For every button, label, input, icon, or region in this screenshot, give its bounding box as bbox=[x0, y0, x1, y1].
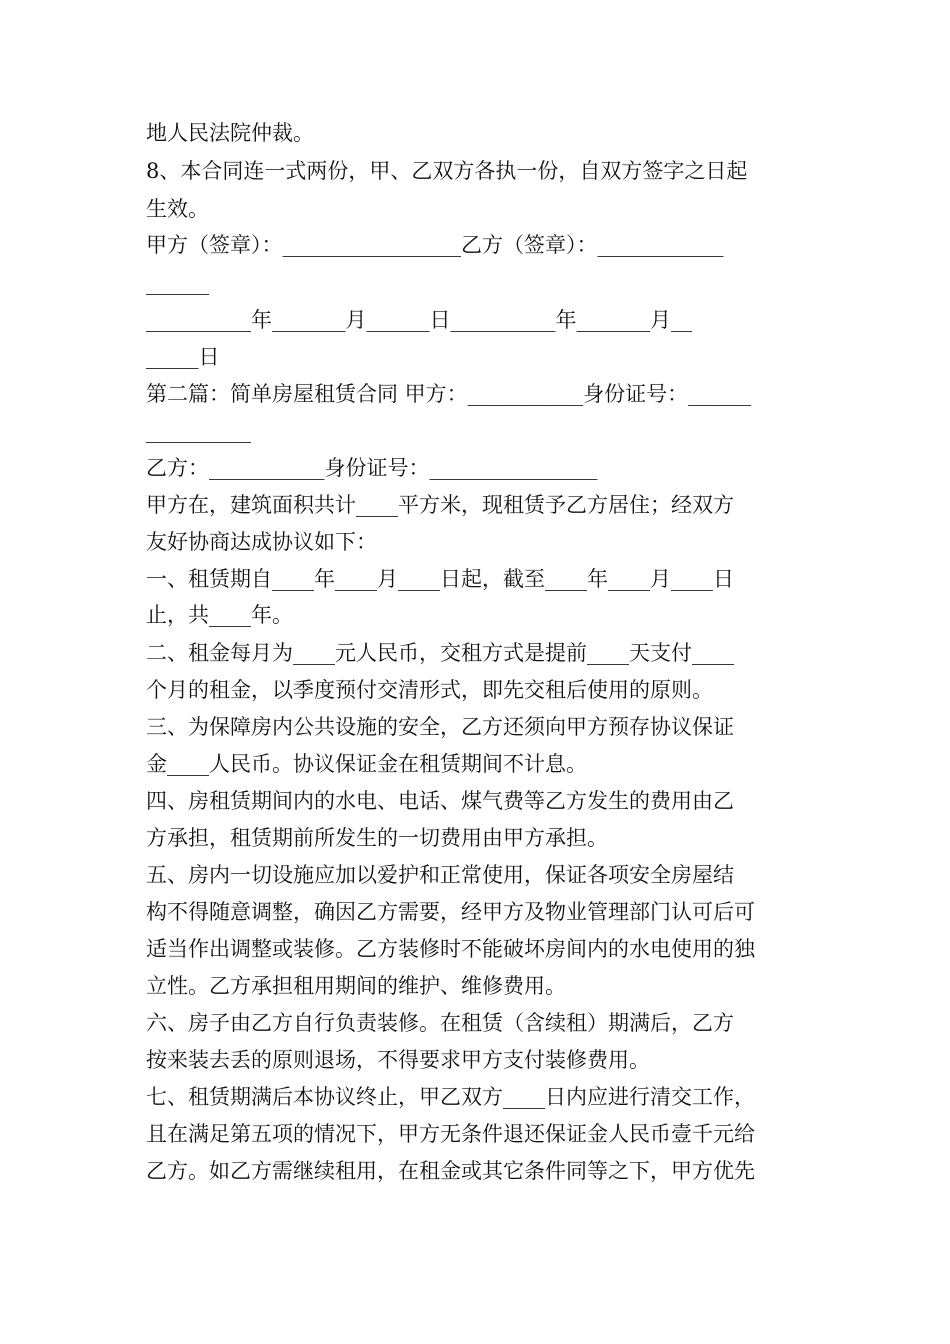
text-line: 止，共____年。 bbox=[146, 603, 293, 627]
text-line: 乙方。如乙方需继续租用，在租金或其它条件同等之下，甲方优先 bbox=[146, 1159, 755, 1183]
text-line: __________年_______月______日__________年_______月__ bbox=[146, 308, 692, 332]
text-line: _____日 bbox=[146, 345, 220, 369]
text-line: __________ bbox=[146, 419, 251, 443]
text-line: 适当作出调整或装修。乙方装修时不能破坏房间内的水电使用的独 bbox=[146, 937, 755, 961]
text-line: 一、租赁期自____年____月____日起，截至____年____月____日 bbox=[146, 567, 734, 591]
text-line: 按来装去丢的原则退场，不得要求甲方支付装修费用。 bbox=[146, 1048, 650, 1072]
text-line: 地人民法院仲裁。 bbox=[146, 121, 314, 145]
text-line: 金____人民币。协议保证金在租赁期间不计息。 bbox=[146, 752, 587, 776]
text-line: 生效。 bbox=[146, 197, 209, 221]
text-line: 甲方（签章）：_________________乙方（签章）：____________ bbox=[146, 233, 724, 257]
text-line: 乙方：___________身份证号：________________ bbox=[146, 456, 598, 480]
text-line: 友好协商达成协议如下： bbox=[146, 530, 377, 554]
text-line: 8、本合同连一式两份，甲、乙双方各执一份，自双方签字之日起 bbox=[146, 159, 748, 183]
text-line: 二、租金每月为____元人民币，交租方式是提前____天支付____ bbox=[146, 641, 734, 665]
text-line: 四、房租赁期间内的水电、电话、煤气费等乙方发生的费用由乙 bbox=[146, 789, 734, 813]
text-line: 立性。乙方承担租用期间的维护、维修费用。 bbox=[146, 974, 566, 998]
text-line: 七、租赁期满后本协议终止，甲乙双方____日内应进行清交工作， bbox=[146, 1085, 755, 1109]
text-line: ______ bbox=[146, 271, 209, 295]
text-line: 个月的租金，以季度预付交清形式，即先交租后使用的原则。 bbox=[146, 678, 713, 702]
text-line: 五、房内一切设施应加以爱护和正常使用，保证各项安全房屋结 bbox=[146, 863, 734, 887]
text-line: 且在满足第五项的情况下，甲方无条件退还保证金人民币壹千元给 bbox=[146, 1122, 755, 1146]
text-line: 方承担，租赁期前所发生的一切费用由甲方承担。 bbox=[146, 826, 608, 850]
text-line: 甲方在，建筑面积共计____平方米，现租赁予乙方居住；经双方 bbox=[146, 493, 734, 517]
text-line: 三、为保障房内公共设施的安全，乙方还须向甲方预存协议保证 bbox=[146, 715, 734, 739]
text-line: 六、房子由乙方自行负责装修。在租赁（含续租）期满后，乙方 bbox=[146, 1011, 734, 1035]
text-line: 构不得随意调整，确因乙方需要，经甲方及物业管理部门认可后可 bbox=[146, 900, 755, 924]
text-line: 第二篇：简单房屋租赁合同 甲方：___________身份证号：______ bbox=[146, 382, 752, 406]
